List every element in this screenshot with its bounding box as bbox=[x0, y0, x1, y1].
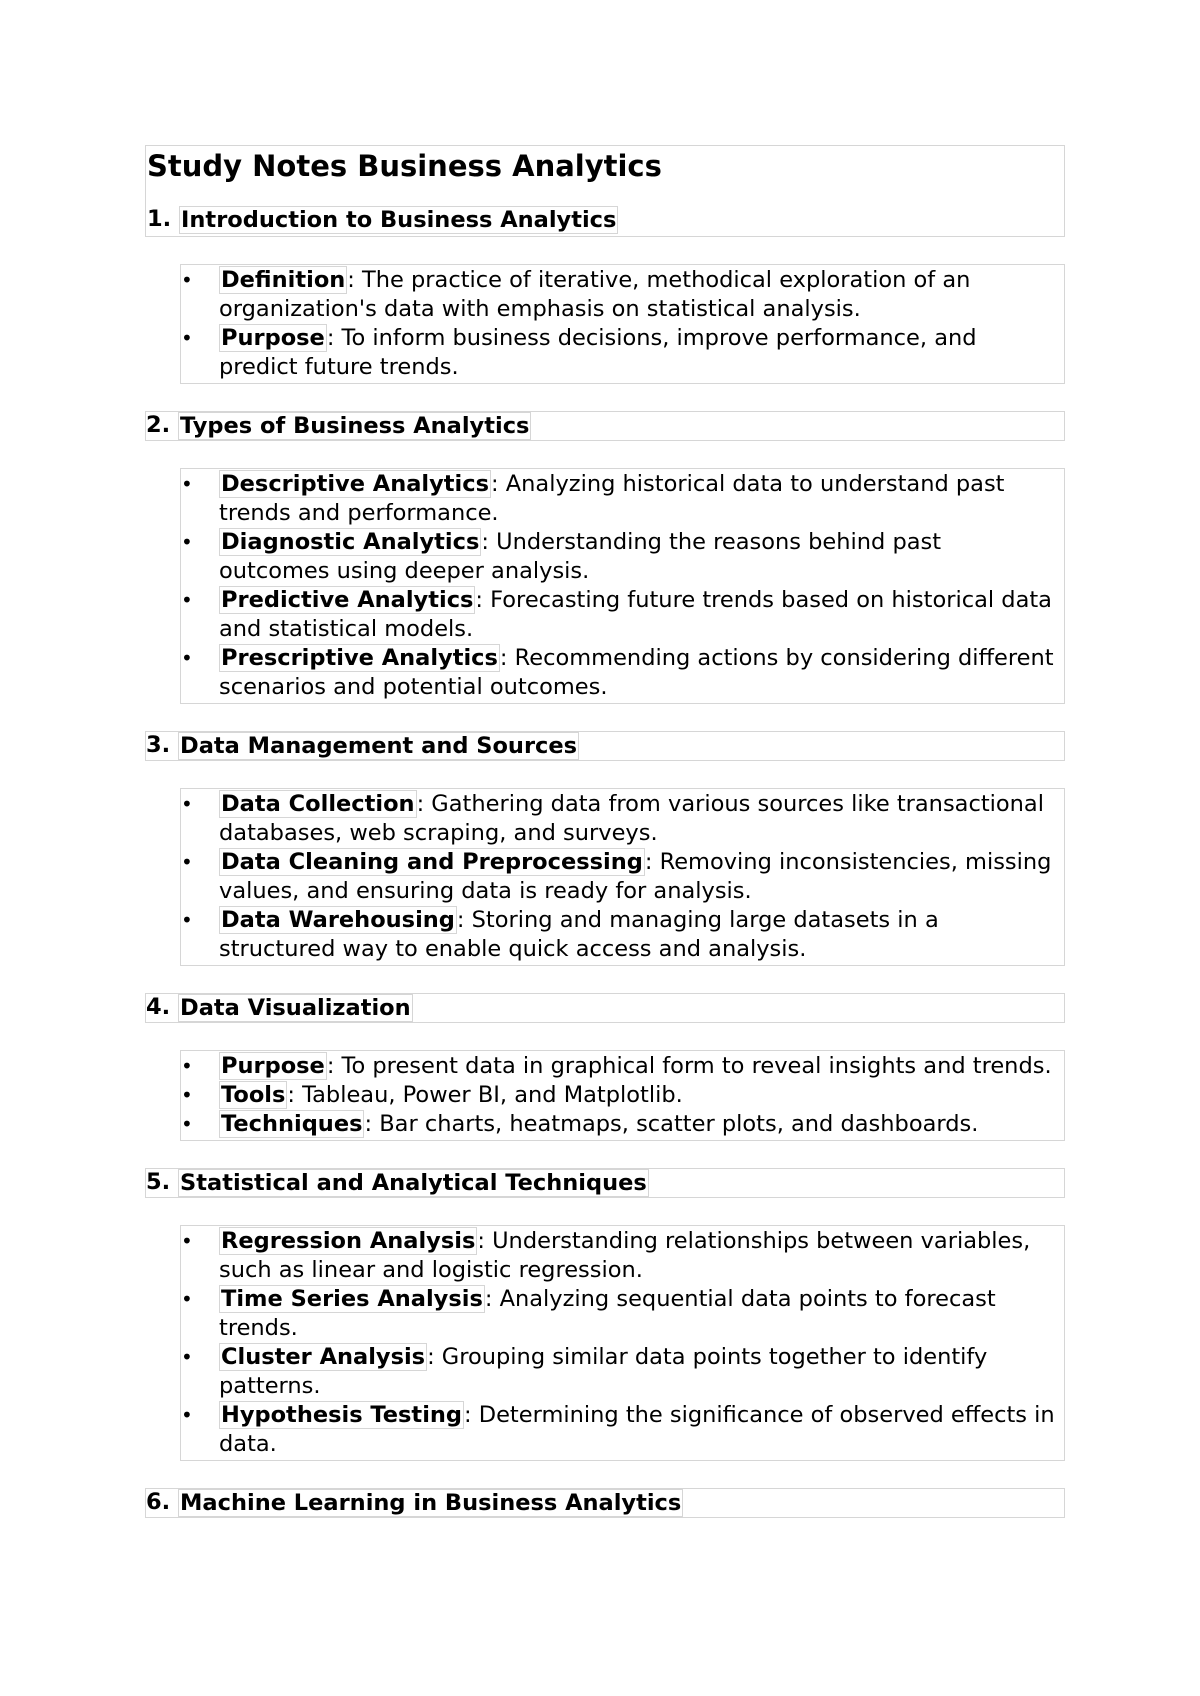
section-number: 5. bbox=[146, 1169, 171, 1195]
list-item bbox=[181, 1081, 1058, 1110]
sections-container bbox=[145, 264, 1065, 1518]
bullet-list bbox=[180, 1050, 1065, 1141]
bullet-icon: • bbox=[181, 792, 193, 816]
section-number: 6. bbox=[146, 1489, 171, 1515]
item-description: : To inform business decisions, improve performance, and predict future trends. bbox=[219, 325, 977, 380]
list-item bbox=[181, 1401, 1058, 1459]
item-description: : Storing and managing large datasets in a structured way to enable quick access and analysis. bbox=[219, 907, 939, 962]
bullet-icon: • bbox=[181, 1229, 193, 1253]
bullet-icon: • bbox=[181, 1403, 193, 1427]
bullet-icon: • bbox=[181, 1112, 193, 1136]
section-heading bbox=[146, 1169, 1064, 1197]
item-description: : Tableau, Power BI, and Matplotlib. bbox=[287, 1082, 683, 1108]
list-item bbox=[181, 644, 1058, 702]
list-item bbox=[181, 1110, 1058, 1139]
list-item bbox=[181, 324, 1058, 382]
item-term: Hypothesis Testing bbox=[221, 1402, 463, 1428]
item-description: : Gathering data from various sources like transactional databases, web scraping, and surveys. bbox=[219, 791, 1044, 846]
section-number: 3. bbox=[146, 732, 171, 758]
section-heading-text: Types of Business Analytics bbox=[180, 413, 530, 439]
item-description: : Determining the significance of observed effects in data. bbox=[219, 1402, 1055, 1457]
item-description: : Forecasting future trends based on historical data and statistical models. bbox=[219, 587, 1052, 642]
bullet-icon: • bbox=[181, 588, 193, 612]
bullet-list bbox=[180, 788, 1065, 966]
list-item bbox=[181, 266, 1058, 324]
item-description: : The practice of iterative, methodical exploration of an organization's data with emphasis on statistical analysis. bbox=[219, 267, 971, 322]
section-heading bbox=[147, 206, 1063, 234]
item-term: Predictive Analytics bbox=[221, 587, 474, 613]
item-term: Purpose bbox=[221, 325, 325, 351]
item-term: Data Warehousing bbox=[221, 907, 455, 933]
section-heading-text: Data Management and Sources bbox=[180, 733, 578, 759]
section-heading-block bbox=[145, 411, 1065, 441]
section-heading-text: Data Visualization bbox=[180, 995, 411, 1021]
item-term: Time Series Analysis bbox=[221, 1286, 483, 1312]
section-heading bbox=[146, 732, 1064, 760]
section-heading bbox=[146, 412, 1064, 440]
item-term: Cluster Analysis bbox=[221, 1344, 426, 1370]
bullet-icon: • bbox=[181, 326, 193, 350]
bullet-list bbox=[180, 468, 1065, 704]
item-description: : Removing inconsistencies, missing values, and ensuring data is ready for analysis. bbox=[219, 849, 1052, 904]
bullet-icon: • bbox=[181, 1287, 193, 1311]
section-heading-block bbox=[147, 206, 1063, 234]
item-description: : To present data in graphical form to reveal insights and trends. bbox=[326, 1053, 1052, 1079]
list-item bbox=[181, 848, 1058, 906]
bullet-icon: • bbox=[181, 1345, 193, 1369]
item-term: Diagnostic Analytics bbox=[221, 529, 480, 555]
section-number: 1. bbox=[147, 206, 172, 232]
list-item bbox=[181, 1227, 1058, 1285]
list-item bbox=[181, 1285, 1058, 1343]
document-page bbox=[145, 145, 1065, 1545]
item-term: Data Cleaning and Preprocessing bbox=[221, 849, 643, 875]
item-description: : Grouping similar data points together to identify patterns. bbox=[219, 1344, 988, 1399]
list-item bbox=[181, 528, 1058, 586]
item-description: : Analyzing sequential data points to forecast trends. bbox=[219, 1286, 996, 1341]
section-heading-block bbox=[145, 1168, 1065, 1198]
item-description: : Recommending actions by considering different scenarios and potential outcomes. bbox=[219, 645, 1054, 700]
bullet-icon: • bbox=[181, 1083, 193, 1107]
item-term: Data Collection bbox=[221, 791, 415, 817]
section-heading-block bbox=[145, 993, 1065, 1023]
item-description: : Bar charts, heatmaps, scatter plots, and dashboards. bbox=[364, 1111, 979, 1137]
item-term: Techniques bbox=[221, 1111, 363, 1137]
section-number: 4. bbox=[146, 994, 171, 1020]
section-number: 2. bbox=[146, 412, 171, 438]
bullet-icon: • bbox=[181, 268, 193, 292]
section-heading bbox=[146, 994, 1064, 1022]
bullet-icon: • bbox=[181, 646, 193, 670]
item-term: Descriptive Analytics bbox=[221, 471, 490, 497]
bullet-icon: • bbox=[181, 530, 193, 554]
list-item bbox=[181, 586, 1058, 644]
item-term: Regression Analysis bbox=[221, 1228, 476, 1254]
section-heading-text: Introduction to Business Analytics bbox=[181, 207, 617, 233]
list-item bbox=[181, 1343, 1058, 1401]
section-heading-text: Statistical and Analytical Techniques bbox=[180, 1170, 647, 1196]
bullet-icon: • bbox=[181, 908, 193, 932]
list-item bbox=[181, 906, 1058, 964]
bullet-icon: • bbox=[181, 850, 193, 874]
section-heading-text: Machine Learning in Business Analytics bbox=[180, 1490, 682, 1516]
document-title: Study Notes Business Analytics bbox=[147, 149, 662, 183]
section-heading bbox=[146, 1489, 1064, 1517]
item-description: : Understanding the reasons behind past outcomes using deeper analysis. bbox=[219, 529, 942, 584]
bullet-icon: • bbox=[181, 472, 193, 496]
item-description: : Analyzing historical data to understand past trends and performance. bbox=[219, 471, 1005, 526]
bullet-icon: • bbox=[181, 1054, 193, 1078]
bullet-list bbox=[180, 264, 1065, 384]
item-term: Definition bbox=[221, 267, 346, 293]
list-item bbox=[181, 470, 1058, 528]
list-item bbox=[181, 1052, 1058, 1081]
section-heading-block bbox=[145, 1488, 1065, 1518]
item-term: Purpose bbox=[221, 1053, 325, 1079]
item-term: Tools bbox=[221, 1082, 286, 1108]
bullet-list bbox=[180, 1225, 1065, 1461]
item-description: : Understanding relationships between variables, such as linear and logistic regression. bbox=[219, 1228, 1031, 1283]
section-heading-block bbox=[145, 731, 1065, 761]
item-term: Prescriptive Analytics bbox=[221, 645, 498, 671]
list-item bbox=[181, 790, 1058, 848]
title-block bbox=[145, 145, 1065, 237]
